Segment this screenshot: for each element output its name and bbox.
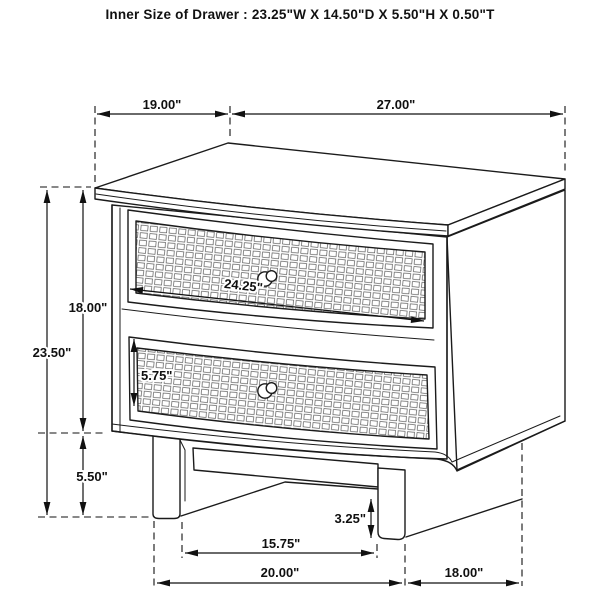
- left-front-leg: [153, 435, 180, 519]
- label-drawer-front-height: 5.75": [141, 368, 173, 383]
- right-side-panel: [447, 190, 565, 470]
- label-top-width: 27.00": [376, 97, 416, 112]
- label-legs-inner-span: 15.75": [261, 536, 301, 551]
- label-drawer-front-width: 24.25": [223, 275, 264, 296]
- label-foot-height: 3.25": [334, 511, 366, 526]
- right-front-leg: [378, 468, 405, 540]
- knob-circle: [266, 383, 277, 394]
- drawing-title: Inner Size of Drawer : 23.25"W X 14.50"D X 5.50"H X 0.50"T: [105, 7, 495, 22]
- knob-circle: [266, 271, 277, 282]
- label-base-height: 5.50": [76, 469, 108, 484]
- nightstand-drawing: [95, 143, 565, 540]
- label-top-depth: 19.00": [142, 97, 182, 112]
- label-base-side-depth: 18.00": [444, 565, 484, 580]
- label-base-front-width: 20.00": [260, 565, 300, 580]
- left-rear-leg-edge: [180, 440, 185, 501]
- base-rear-bottom-edge: [406, 499, 522, 537]
- label-overall-height: 23.50": [32, 345, 72, 360]
- label-case-height: 18.00": [68, 300, 108, 315]
